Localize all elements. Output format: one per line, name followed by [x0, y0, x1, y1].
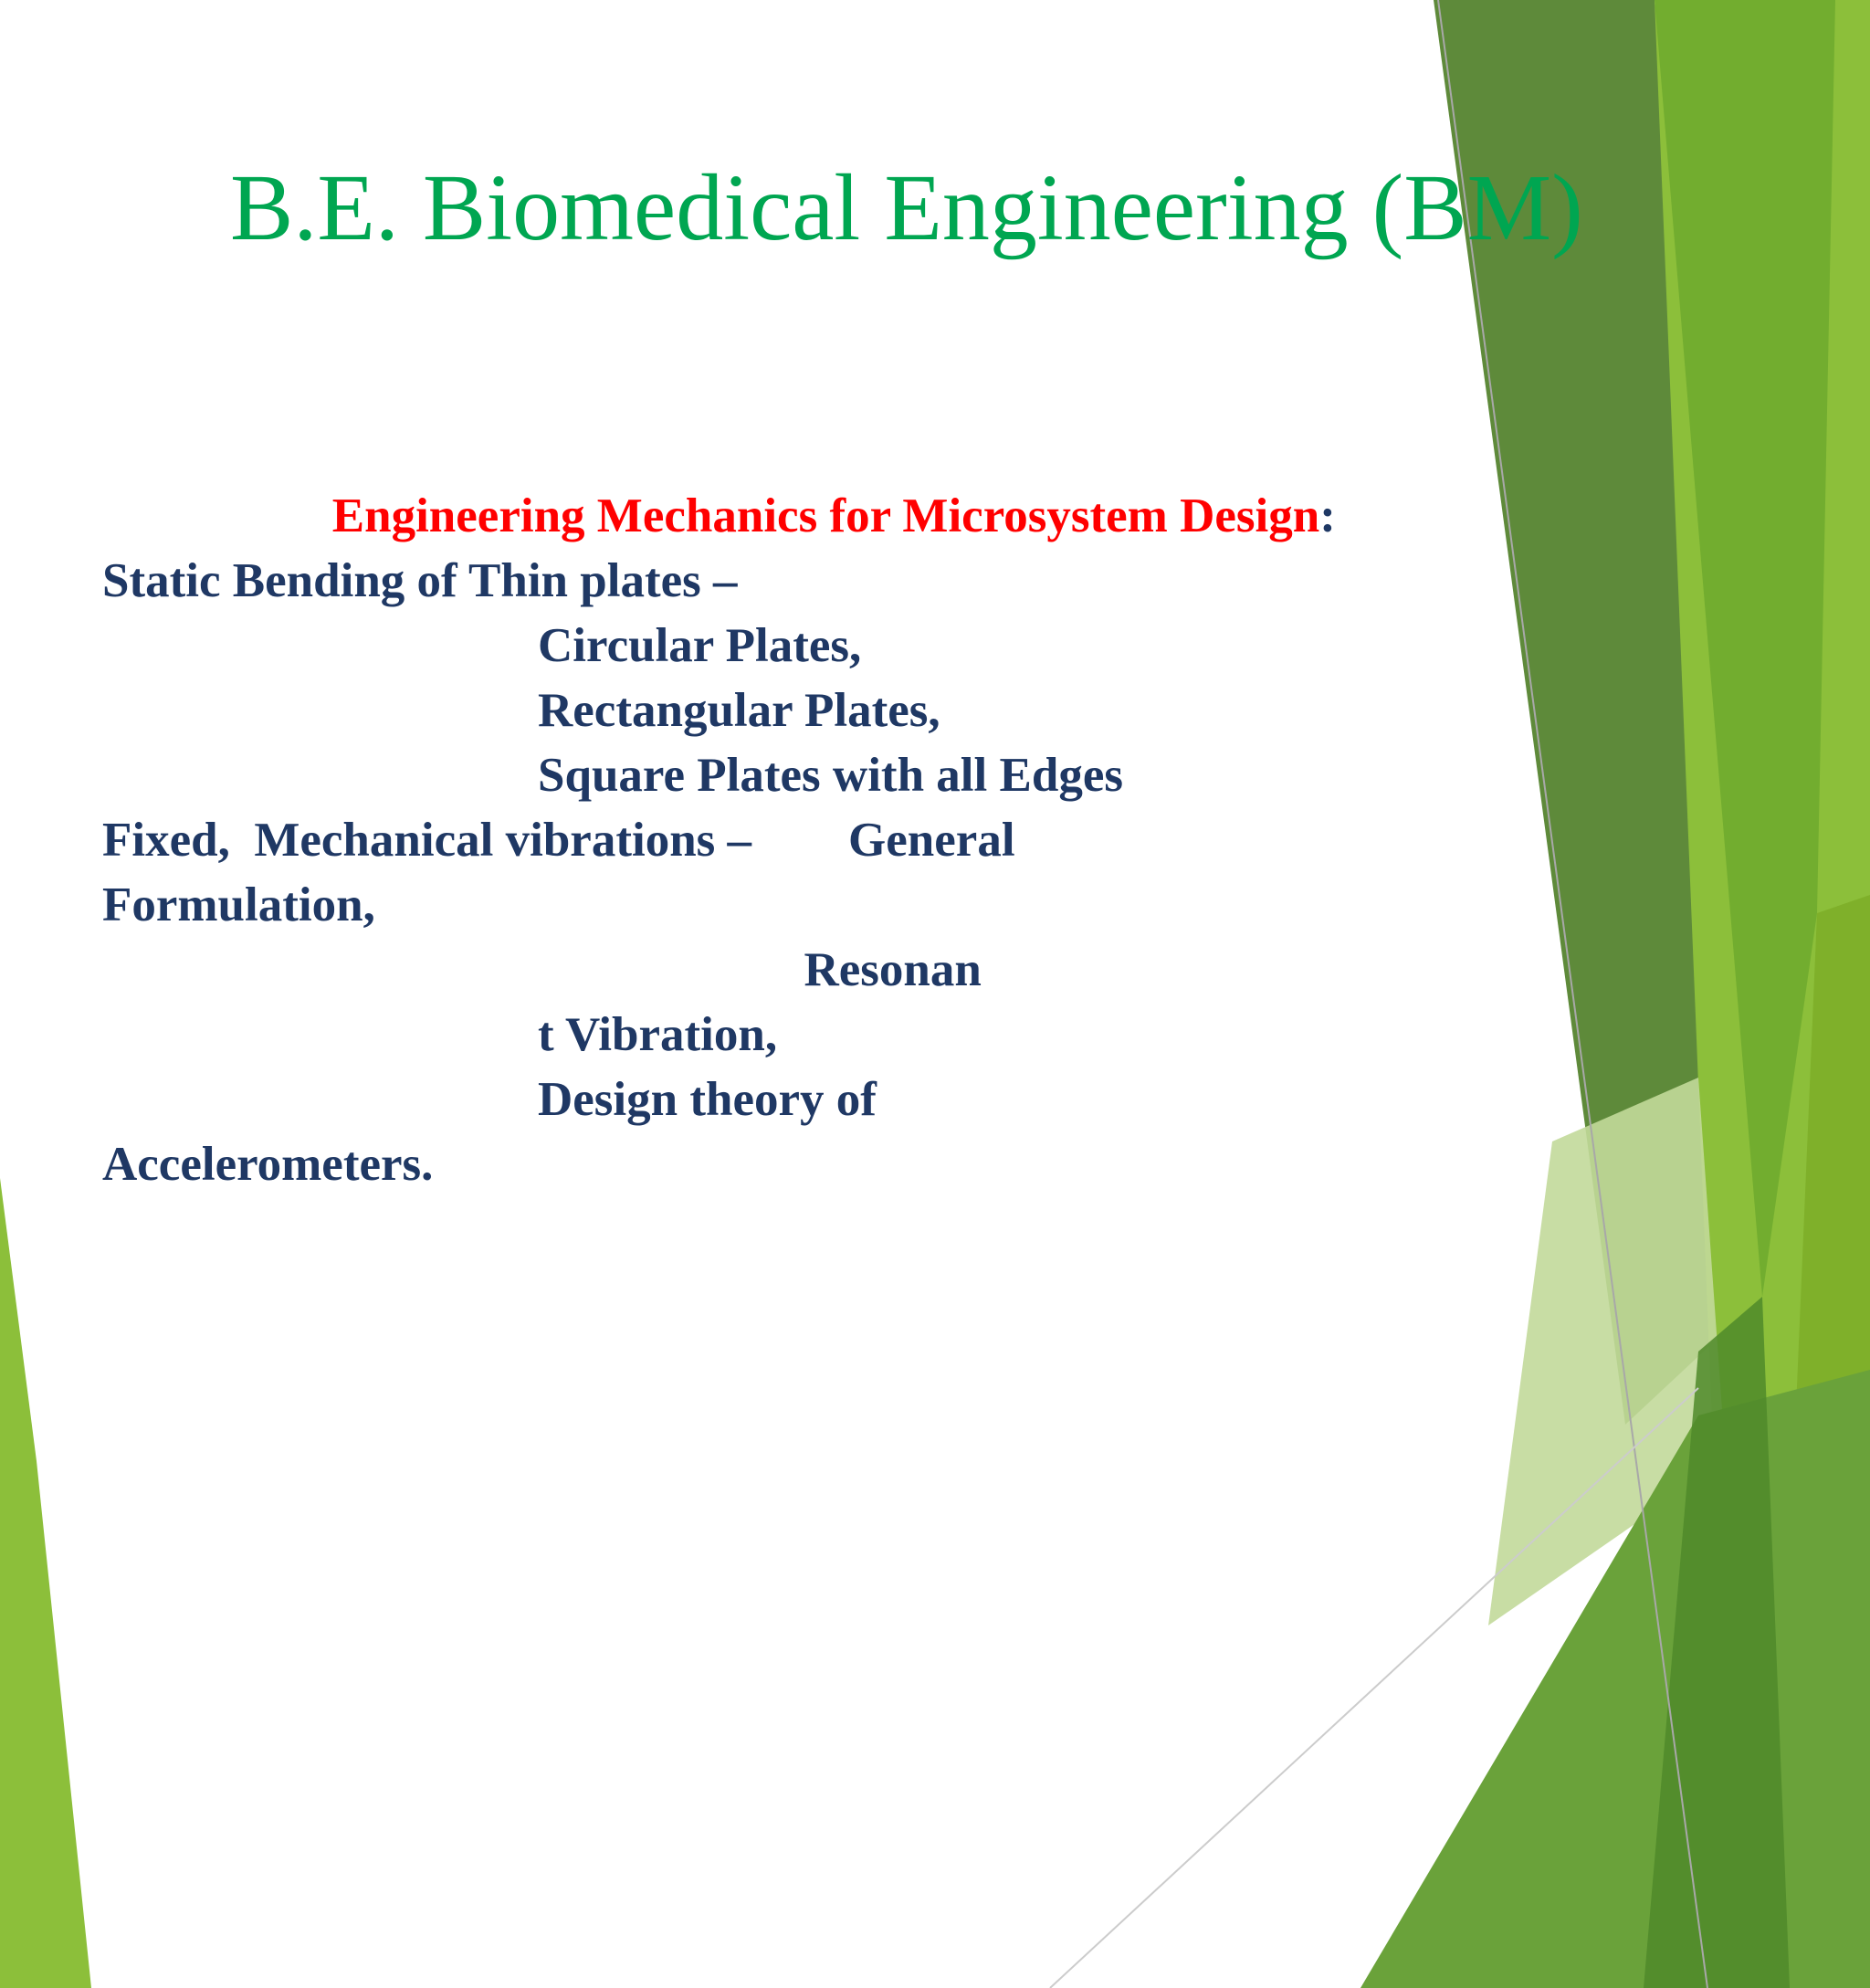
body-line: Formulation, — [102, 878, 375, 931]
body-line: Accelerometers. — [102, 1138, 434, 1191]
body-line: Square Plates with all Edges — [102, 749, 1123, 802]
subtitle-line — [102, 484, 1600, 549]
slide-content — [102, 484, 1600, 1197]
body-line: Fixed, Mechanical vibrations – General — [102, 814, 1015, 867]
slide-title: B.E. Biomedical Engineering (BM) — [230, 155, 1583, 260]
body-line: Static Bending of Thin plates – — [102, 554, 738, 607]
body-line: Circular Plates, — [102, 619, 862, 672]
body-line: t Vibration, — [102, 1008, 778, 1061]
accent-band-left — [0, 1178, 91, 1988]
subtitle-colon: : — [1319, 489, 1336, 542]
body-line: Rectangular Plates, — [102, 684, 940, 737]
body-line: Resonan — [102, 943, 982, 996]
subtitle-heading: Engineering Mechanics for Microsystem Design — [331, 489, 1320, 542]
body-line: Design theory of — [102, 1073, 877, 1126]
